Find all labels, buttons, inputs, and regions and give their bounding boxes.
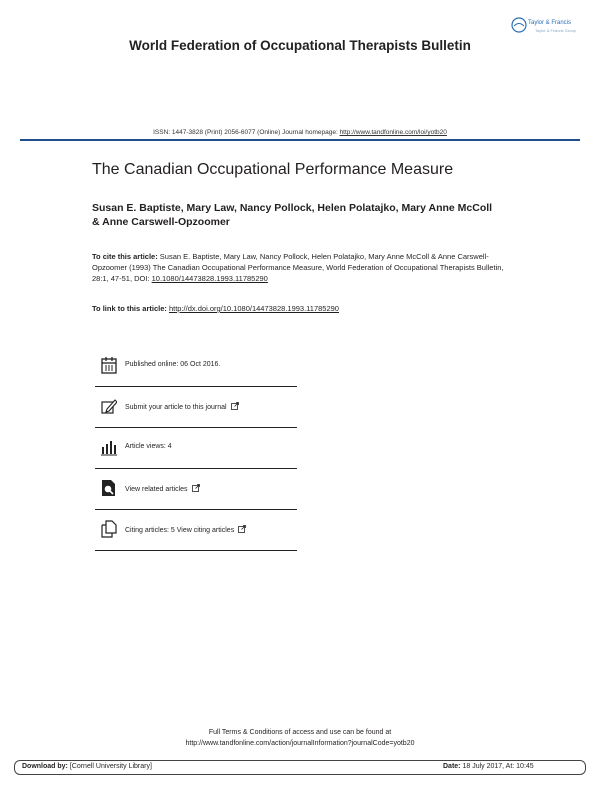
meta-row-related[interactable] [95,469,297,510]
download-date: Date: 18 July 2017, At: 10:45 [443,763,534,770]
meta-row-citing[interactable] [95,510,297,551]
citing-articles-link[interactable]: Citing articles: 5 View citing articles [125,525,246,534]
terms-notice [0,727,600,749]
journal-homepage-link[interactable]: http://www.tandfonline.com/loi/yotb20 [339,129,447,136]
submit-article-link[interactable]: Submit your article to this journal [125,402,239,411]
external-link-icon [231,402,239,410]
downloaded-by: Download by: [Cornell University Library] [22,763,152,770]
citation-label: To cite this article: [92,252,158,261]
external-link-icon [192,484,200,492]
issn-text: ISSN: 1447-3828 (Print) 2056-6077 (Online) Journal homepage: [153,129,340,136]
citation-text: Susan E. Baptiste, Mary Law, Nancy Pollock, Helen Polatajko, Mary Anne McColl & Anne Carswell-Opzoomer (1993) The Canadian Occupational Performance Measure, World Federation of Occupational Therapists Bulletin, 28:1, 47-51, DOI: [92,252,504,283]
citation-doi-link[interactable]: 10.1080/14473828.1993.11785290 [151,274,268,283]
meta-row-published [95,346,297,387]
meta-row-submit[interactable] [95,387,297,428]
publisher-logo-icon [511,17,527,33]
header-rule [20,139,580,141]
article-link-url[interactable]: http://dx.doi.org/10.1080/14473828.1993.11785290 [168,304,339,313]
external-link-icon [238,525,246,533]
search-document-icon [101,479,117,497]
article-title: The Canadian Occupational Performance Measure [92,161,454,178]
citation [92,251,512,284]
download-info-bar [14,760,586,775]
issn-line [0,129,600,136]
authors: Susan E. Baptiste, Mary Law, Nancy Pollock, Helen Polatajko, Mary Anne McColl & Anne Carswell-Opzoomer [92,202,493,228]
pencil-icon [101,397,117,415]
journal-name: World Federation of Occupational Therapists Bulletin [129,38,471,53]
calendar-icon [101,356,117,374]
related-articles-link[interactable]: View related articles [125,484,200,493]
bar-chart-icon [101,438,117,456]
terms-url[interactable]: http://www.tandfonline.com/action/journalInformation?journalCode=yotb20 [185,740,415,747]
article-link-label: To link to this article: [92,304,167,313]
publisher-logo-text: Taylor & Francis [528,20,572,26]
publisher-logo [511,17,583,39]
citation-icon [101,520,117,538]
article-views: Article views: 4 [125,443,172,450]
terms-line: Full Terms & Conditions of access and use can be found at [208,729,392,736]
meta-row-views [95,428,297,469]
published-date: Published online: 06 Oct 2016. [125,361,221,368]
article-link [92,304,339,313]
publisher-logo-subtext: Taylor & Francis Group [535,28,576,33]
